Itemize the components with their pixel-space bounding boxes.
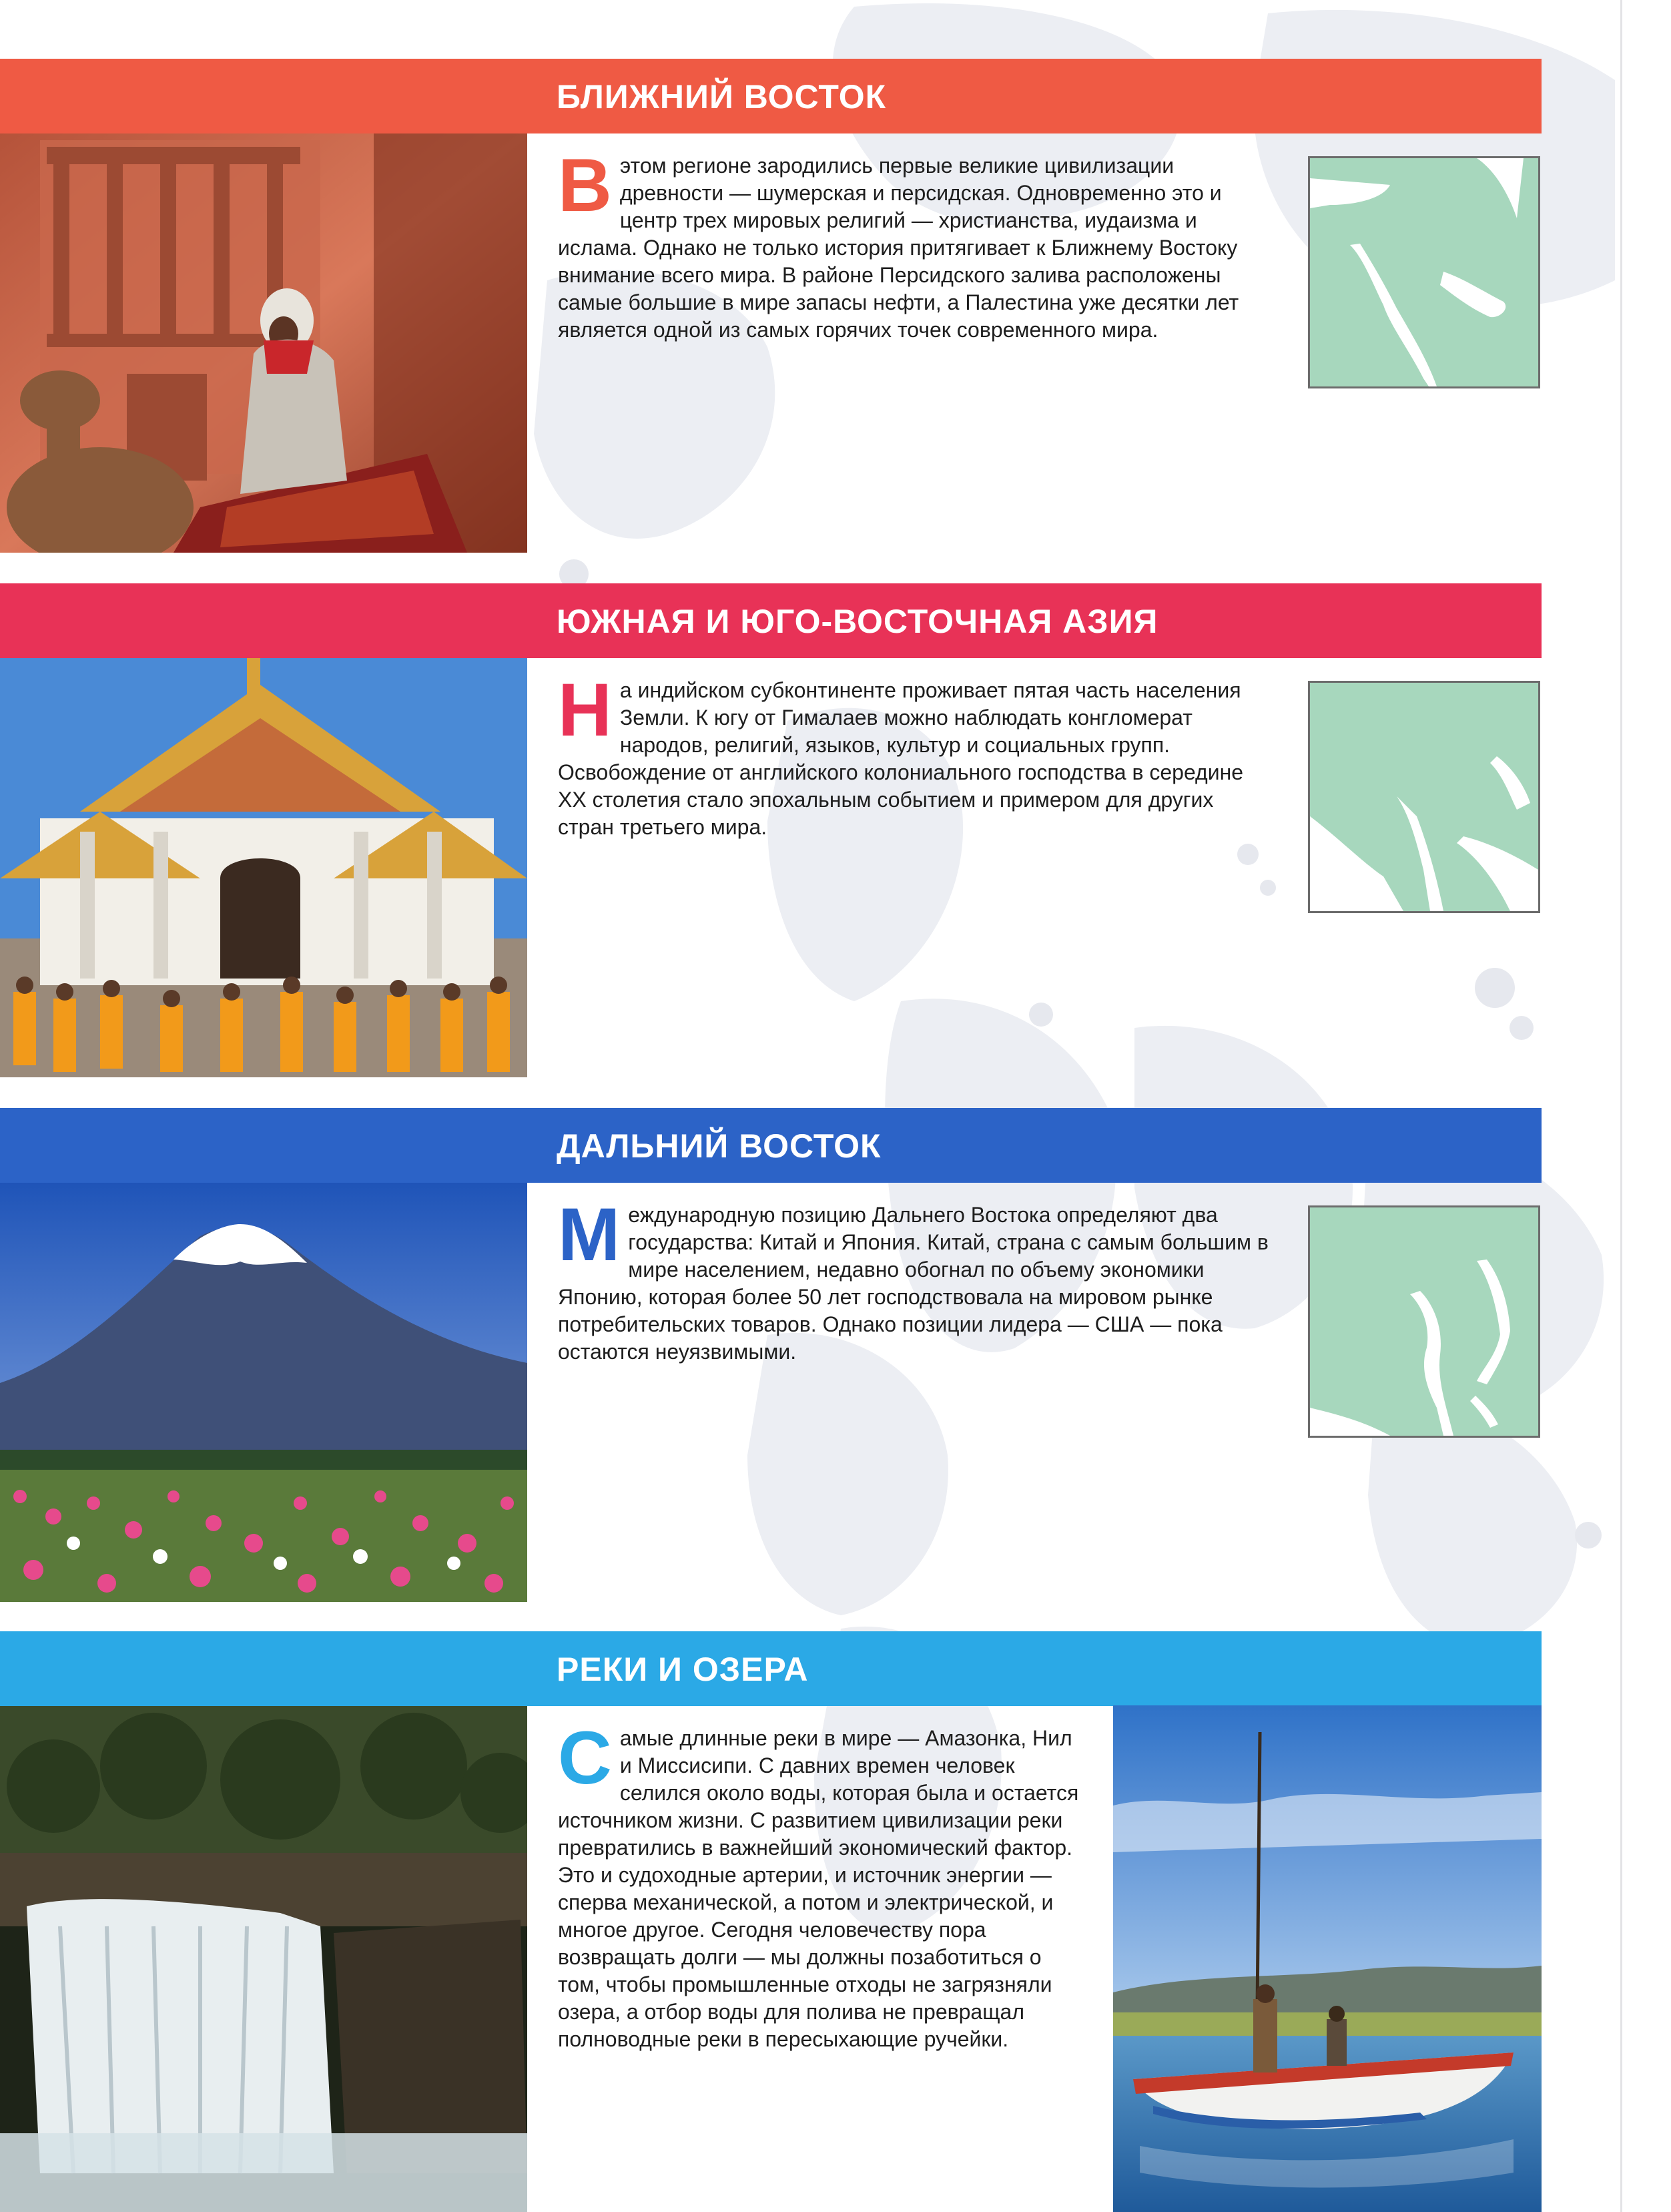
photo-waterfall [0, 1706, 527, 2212]
section-header-bar [0, 1631, 1542, 1706]
middle-east-map [1308, 156, 1540, 388]
section-title: БЛИЖНИЙ ВОСТОК [557, 78, 887, 115]
drop-cap: М [558, 1193, 621, 1276]
section-body-text: еждународную позицию Дальнего Востока определяют два государства: Китай и Япония. Китай, страна с самым большим в мире населением, недавно обогнал по объему экономики Японию, которая более 50 лет господствовала на мировом рынке потребительских товаров. Однако позиции лидера — США — пока остаются неуязвимыми. [558, 1203, 1269, 1364]
drop-cap: С [558, 1716, 612, 1800]
section-text [558, 668, 1272, 841]
section-body-text: а индийском субконтиненте проживает пятая часть населения Земли. К югу от Гималаев можно наблюдать конгломерат народов, религий, языков, культур и социальных групп. Освобождение от английского колониального господства в середине XX столетия стало эпохальным событием и примером для других стран третьего мира. [558, 678, 1244, 839]
section-body-text: этом регионе зародились первые великие цивилизации древности — шумерская и персидская. Одновременно это и центр трех мировых религий — христианства, иудаизма и ислама. Однако не только история притягивает к Ближнему Востоку внимание всего мира. В районе Персидского залива расположены самые большие в мире запасы нефти, а Палестина уже десятки лет является одной из самых горячих точек современного мира. [558, 154, 1239, 342]
section-title: РЕКИ И ОЗЕРА [557, 1651, 809, 1688]
section-text [558, 144, 1272, 344]
section-title: ЮЖНАЯ И ЮГО-ВОСТОЧНАЯ АЗИЯ [557, 603, 1158, 640]
far-east-map [1308, 1205, 1540, 1438]
south-asia-map [1308, 681, 1540, 913]
section-title: ДАЛЬНИЙ ВОСТОК [557, 1127, 882, 1165]
photo-thai-temple-monks [0, 658, 527, 1077]
photo-mount-fuji-flowers [0, 1183, 527, 1602]
section-south-asia [0, 583, 1542, 1077]
section-near-east [0, 59, 1542, 553]
photo-lake-boat [1113, 1705, 1542, 2212]
section-text [558, 1193, 1272, 1366]
drop-cap: В [558, 144, 612, 227]
section-header-bar [0, 59, 1542, 133]
section-body-text: амые длинные реки в мире — Амазонка, Нил и Миссисипи. С давних времен человек селился около воды, которая была и остается источником жизни. С развитием цивилизации реки превратились в важнейший экономический фактор. Это и судоходные артерии, и источник энергии — сперва механической, а потом и электрической, и многое другое. Сегодня человечеству пора возвращать долги — мы должны позаботиться о том, чтобы промышленные отходы не загрязняли озера, а отбор воды для полива не превращал полноводные реки в пересыхающие ручейки. [558, 1726, 1079, 2051]
drop-cap: Н [558, 668, 612, 752]
photo-petra-camel-rider [0, 133, 527, 553]
section-header-bar [0, 583, 1542, 658]
section-header-bar [0, 1108, 1542, 1183]
page-edge-line [1620, 0, 1622, 2212]
section-far-east [0, 1108, 1542, 1602]
section-text [558, 1716, 1085, 2053]
